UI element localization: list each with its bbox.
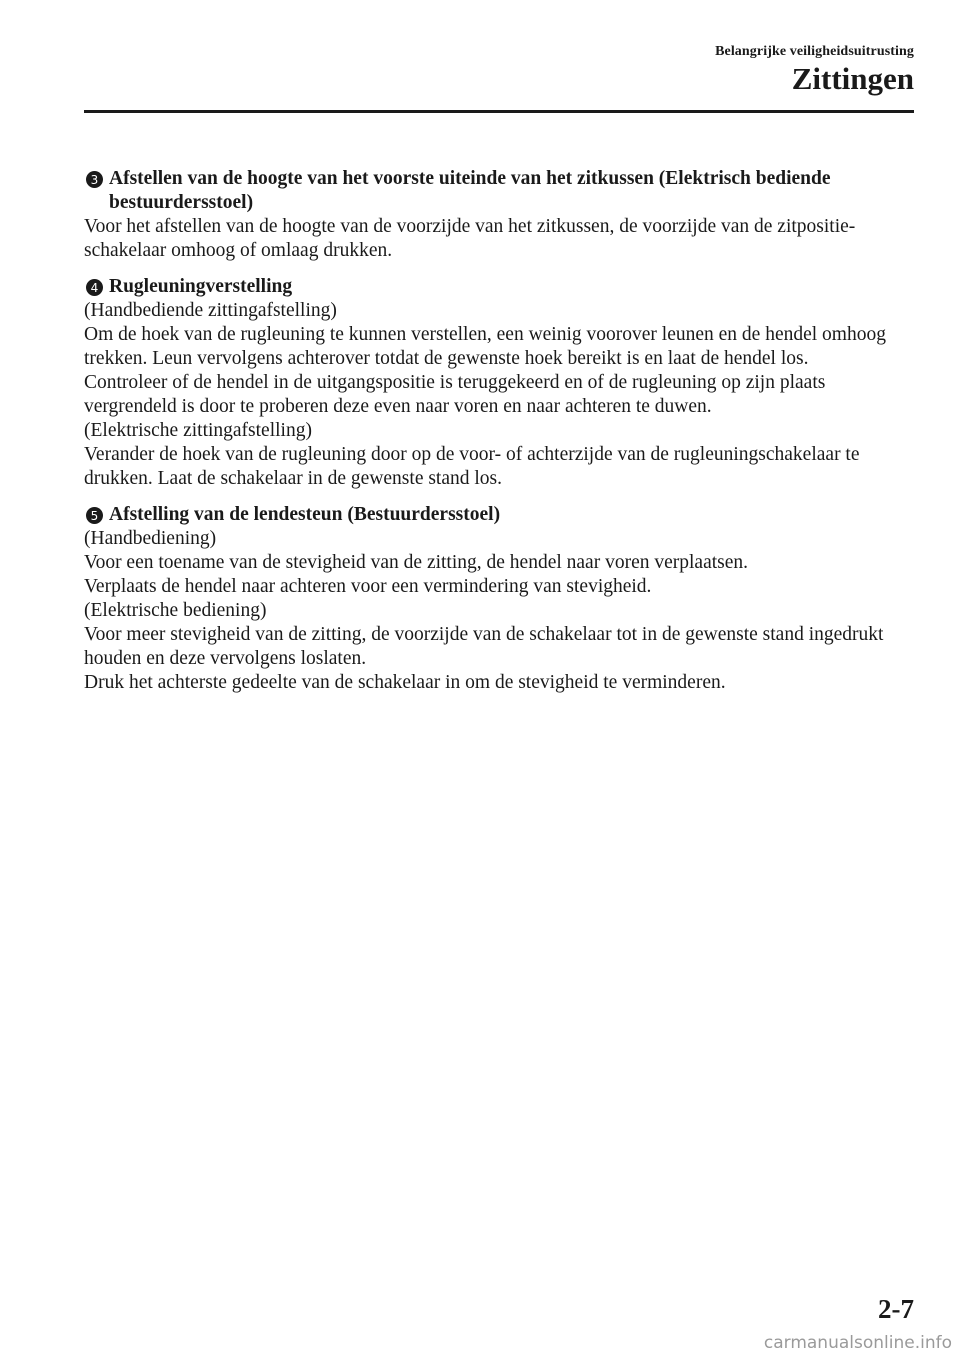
number-5-icon: 5 [86,507,103,524]
main-content [84,167,916,707]
item-heading [84,503,916,527]
item-heading [84,275,916,299]
paragraph: (Handbediende zittingafstelling) [84,300,337,321]
paragraph: Druk het achterste gedeelte van de schakelaar in om de stevigheid te verminderen. [84,672,726,693]
paragraph: Controleer of de hendel in de uitgangspositie is teruggekeerd en of de rugleuning op zijn plaats vergrendeld is door te proberen deze even naar voren en naar achteren te duwen. [84,372,826,417]
paragraph: Verplaats de hendel naar achteren voor een vermindering van stevigheid. [84,576,652,597]
watermark: carmanualsonline.info [763,1333,952,1353]
item-backrest-adjustment [84,275,916,491]
paragraph: (Elektrische bediening) [84,600,267,621]
header-rule [84,110,914,113]
paragraph: (Handbediening) [84,528,217,549]
paragraph: Voor meer stevigheid van de zitting, de voorzijde van de schakelaar tot in de gewenste stand ingedrukt houden en deze vervolgens loslaten. [84,624,884,669]
paragraph: Voor een toename van de stevigheid van de zitting, de hendel naar voren verplaatsen. [84,552,749,573]
page-header [715,44,914,96]
item-seat-cushion-height [84,167,916,263]
number-4-icon: 4 [86,279,103,296]
item-heading [84,167,916,215]
page-number: 2-7 [878,1294,914,1324]
number-3-icon: 3 [86,171,103,188]
item-lumbar-support [84,503,916,695]
section-title: Zittingen [791,61,914,96]
paragraph: Om de hoek van de rugleuning te kunnen verstellen, een weinig voorover leunen en de hendel omhoog trekken. Leun vervolgens achterover totdat de gewenste hoek bereikt is en laat de hendel los. [84,324,886,369]
paragraph: Verander de hoek van de rugleuning door op de voor- of achterzijde van de rugleuningschakelaar te drukken. Laat de schakelaar in de gewenste stand los. [84,444,860,489]
item-title: Afstellen van de hoogte van het voorste uiteinde van het zitkussen (Elektrisch bediende bestuurdersstoel) [109,168,831,213]
paragraph: (Elektrische zittingafstelling) [84,420,312,441]
item-title: Afstelling van de lendesteun (Bestuurdersstoel) [109,504,501,525]
paragraph: Voor het afstellen van de hoogte van de voorzijde van het zitkussen, de voorzijde van de zitpositie-schakelaar omhoog of omlaag drukken. [84,216,856,261]
item-title: Rugleuningverstelling [109,276,293,297]
chapter-title: Belangrijke veiligheidsuitrusting [715,44,914,59]
